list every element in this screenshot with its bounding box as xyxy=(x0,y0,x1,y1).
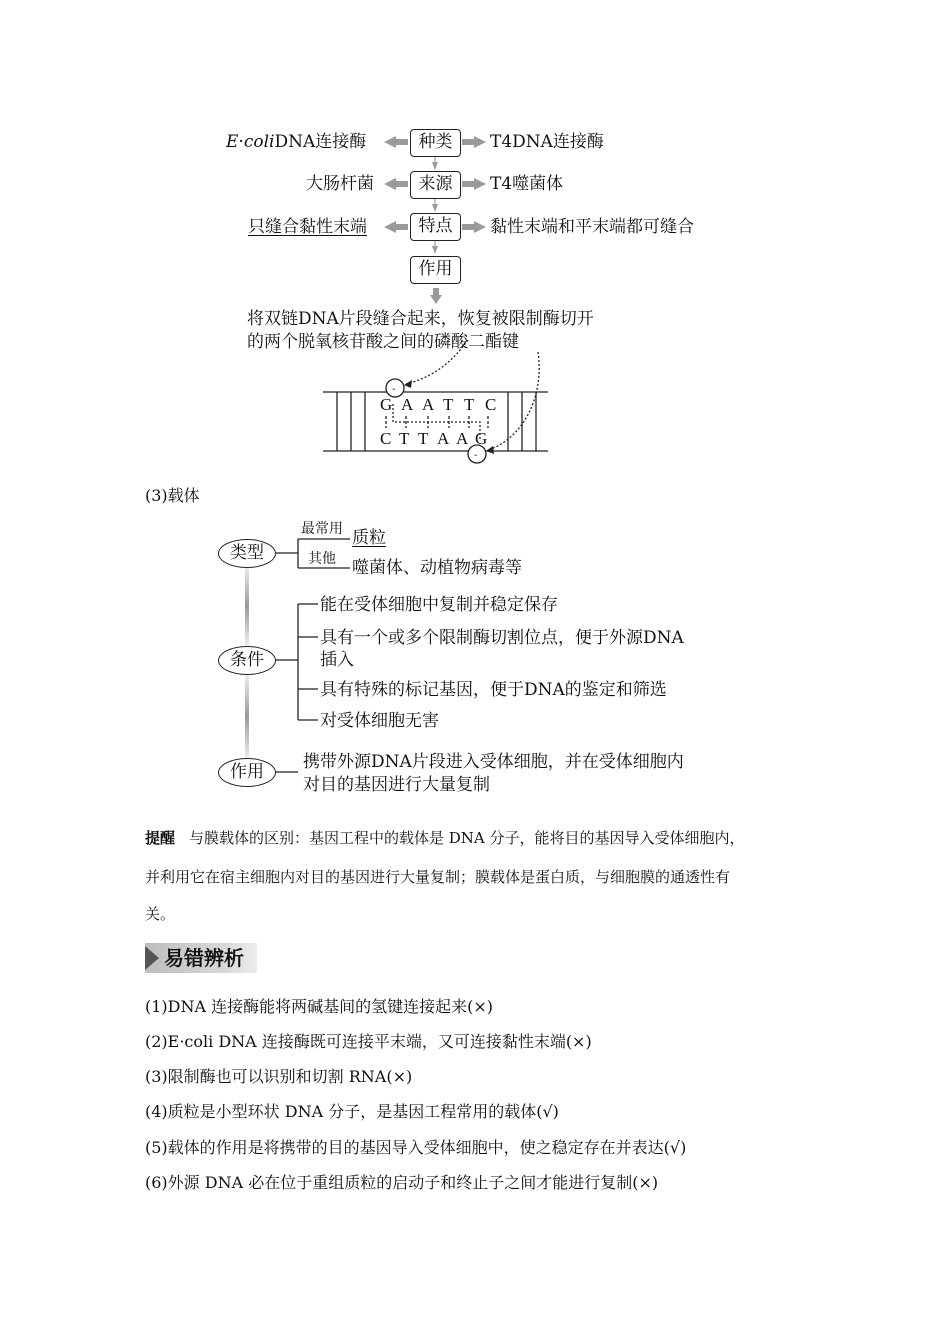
dna-base: A xyxy=(437,429,450,448)
dna-base: T xyxy=(443,395,454,414)
error-item: (4)质粒是小型环状 DNA 分子，是基因工程常用的载体(√) xyxy=(145,1102,559,1121)
error-item: (6)外源 DNA 必在位于重组质粒的启动子和终止子之间才能进行复制(×) xyxy=(145,1173,659,1192)
condition-item: 具有特殊的标记基因，便于DNA的鉴定和筛选 xyxy=(320,680,667,700)
svg-text:-: - xyxy=(392,384,396,395)
section-title-vector: (3)载体 xyxy=(145,486,200,505)
condition-item: 具有一个或多个限制酶切割位点，便于外源DNA xyxy=(320,628,684,648)
ligase-right-item: T4噬菌体 xyxy=(490,174,564,194)
most-common-label: 最常用 xyxy=(301,521,343,537)
ligase-box-function: 作用 xyxy=(410,256,461,284)
error-item: (3)限制酶也可以识别和切割 RNA(×) xyxy=(145,1067,413,1086)
dna-base: G xyxy=(475,429,488,448)
tip-line: 关。 xyxy=(145,905,176,923)
ligase-box-kind: 种类 xyxy=(410,129,461,157)
ligase-right-item: 黏性末端和平末端都可缝合 xyxy=(490,217,694,237)
tip-line: 提醒 与膜载体的区别：基因工程中的载体是 DNA 分子，能将目的基因导入受体细胞内， xyxy=(145,829,745,847)
ligase-function-line: 的两个脱氧核苷酸之间的磷酸二酯键 xyxy=(247,332,519,352)
ligase-left-item: 只缝合黏性末端 xyxy=(248,217,367,237)
condition-item: 对受体细胞无害 xyxy=(320,711,439,731)
most-common-value: 质粒 xyxy=(352,528,386,548)
error-item: (5)载体的作用是将携带的目的基因导入受体细胞中，使之稳定存在并表达(√) xyxy=(145,1138,687,1157)
tip-line: 并利用它在宿主细胞内对目的基因进行大量复制；膜载体是蛋白质，与细胞膜的通透性有 xyxy=(145,868,731,886)
dna-base: A xyxy=(456,429,469,448)
dna-base: T xyxy=(418,429,429,448)
heading-triangle-icon xyxy=(145,946,159,970)
other-value: 噬菌体、动植物病毒等 xyxy=(352,558,522,578)
dna-base: T xyxy=(399,429,410,448)
error-item: (1)DNA 连接酶能将两碱基间的氢键连接起来(×) xyxy=(145,997,494,1016)
error-item: (2)E·coli DNA 连接酶既可连接平末端，又可连接黏性末端(×) xyxy=(145,1032,592,1051)
ligase-left-item: E·coliDNA连接酶 xyxy=(226,132,367,152)
ligase-box-feature: 特点 xyxy=(410,213,461,241)
vector-function-line: 对目的基因进行大量复制 xyxy=(303,775,490,795)
condition-item: 能在受体细胞中复制并稳定保存 xyxy=(320,595,558,615)
section-heading: 易错辨析 xyxy=(164,946,244,970)
vector-condition-oval: 条件 xyxy=(218,646,276,675)
ligase-left-item: 大肠杆菌 xyxy=(306,174,374,194)
dna-base: C xyxy=(380,429,392,448)
condition-item: 插入 xyxy=(320,650,354,670)
dna-base: C xyxy=(485,395,497,414)
ligase-right-item: T4DNA连接酶 xyxy=(490,132,604,152)
dna-base: A xyxy=(401,395,414,414)
ligase-box-source: 来源 xyxy=(410,171,461,199)
other-label: 其他 xyxy=(308,551,336,567)
vector-type-oval: 类型 xyxy=(218,539,276,568)
svg-text:-: - xyxy=(474,450,478,461)
ligase-function-line: 将双链DNA片段缝合起来，恢复被限制酶切开 xyxy=(247,309,594,329)
dna-base: T xyxy=(464,395,475,414)
dna-base: A xyxy=(422,395,435,414)
vector-function-line: 携带外源DNA片段进入受体细胞，并在受体细胞内 xyxy=(303,752,684,772)
dna-base: G xyxy=(380,395,393,414)
vector-function-oval: 作用 xyxy=(218,758,276,787)
tip-label: 提醒 xyxy=(145,829,176,847)
